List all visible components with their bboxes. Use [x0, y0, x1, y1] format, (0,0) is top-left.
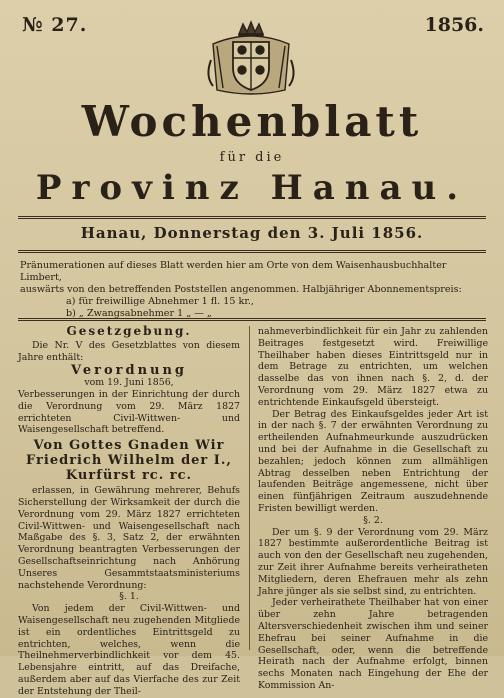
right-text-2: Der Betrag des Einkaufsgeldes jeder Art ist in der nach §. 7 der erwähnten Verordnung zu ertheilenden Aufnahmeurkunde auszudrücken und bei der Aufnahme in die Gesellschaft zu bezahlen; jedoch können zum allmähligen Abtrag desselben neben Entrichtung der laufenden Beiträge angemessene, nicht über einen fünfjährigen Zeitraum auszudehnende Fristen bewilligt werden.: [258, 408, 488, 514]
issue-number: № 27.: [22, 14, 88, 36]
paragraph-1-text: Von jedem der Civil-Wittwen- und Waisengesellschaft neu zugehenden Mitgliede ist ein ordentliches Eintrittsgeld zu entrichten, welches, wenn die Theilnehmerverbindlichkeit vor dem 45. Lebensjahre eintritt, auf das Dreifache, außerdem aber auf das Vierfache des zur Zeit der Entstehung der Theil-: [18, 603, 240, 697]
article-columns: [18, 324, 490, 697]
paragraph-1-heading: §. 1.: [119, 591, 139, 603]
right-column: [258, 326, 488, 691]
decree-body: erlassen, in Gewährung mehrerer, Behufs Sicherstellung der Wirksamkeit der durch die Verordnung vom 29. März 1827 errichteten Civil-Wittwen- und Waisengesellschaft nach Maßgabe des §. 3, Satz 2, der erwähnten Verordnung beantragten Verbesserungen der Gesellschaftseinrichtung nach Anhörung Unseres Gesammtstaatsministeriums nachstehende Verordnung:: [18, 485, 240, 591]
left-column: [18, 324, 240, 697]
column-divider: [249, 326, 250, 650]
section-heading: Gesetzgebung.: [66, 324, 192, 338]
newspaper-title: Wochenblatt: [81, 97, 423, 146]
paragraph-2-heading: §. 2.: [363, 514, 383, 526]
right-text-1: nahmeverbindlichkeit für ein Jahr zu zahlenden Beitrages festgesetzt wird. Freiwillige Theilhaber haben dieses Eintrittsgeld nur in dem Betrage zu entrichten, um welchen dasselbe das von ihnen nach §. 2, d. der Verordnung vom 29. März 1827 etwa zu entrichtende Einkaufsgeld übersteigt.: [258, 326, 488, 408]
masthead-divider-top: [18, 216, 486, 219]
coat-of-arms-icon: [203, 20, 299, 98]
subtitle-small: für die: [219, 150, 285, 165]
notice-divider: [18, 318, 486, 321]
issue-year: 1856.: [424, 14, 484, 36]
right-text-3: Der um §. 9 der Verordnung vom 29. März 1827 bestimmte außerordentliche Beitrag ist auch von den der Gesellschaft neu zugehenden, zur Zeit ihrer Aufnahme bereits verheiratheten Mitgliedern, deren Ehefrauen mehr als zehn Jahre jünger als sie selbst sind, zu entrichten.: [258, 526, 488, 597]
subscription-notice: [20, 260, 484, 320]
masthead-divider-bottom: [18, 250, 486, 253]
notice-line-2: auswärts von den betreffenden Poststellen angenommen. Halbjähriger Abonnementspreis:: [20, 284, 462, 295]
decree-description: Verbesserungen in der Einrichtung der durch die Verordnung vom 29. März 1827 errichteten Civil-Wittwen- und Waisengesellschaft betreffend.: [18, 388, 240, 436]
intro-text: Die Nr. V des Gesetzblattes von diesem Jahre enthält:: [18, 339, 240, 363]
decree-date: vom 19. Juni 1856,: [84, 377, 174, 389]
right-text-4: Jeder verheirathete Theilhaber hat von einer über zehn Jahre betragenden Altersverschiedenheit zwischen ihm und seiner Ehefrau bei seiner Aufnahme in die Gesellschaft, oder, wenn die betreffende Heirath nach der Aufnahme erfolgt, binnen sechs Monaten nach Eingehung der Ehe der Kommission An-: [258, 597, 488, 691]
notice-line-4: b) „ Zwangsabnehmer 1 „ — „: [66, 308, 212, 319]
subtitle-province: Provinz Hanau.: [35, 168, 469, 208]
notice-line-1: Pränumerationen auf dieses Blatt werden hier am Orte von dem Waisenhausbuchhalter Limbert,: [20, 260, 447, 283]
dateline: Hanau, Donnerstag den 3. Juli 1856.: [80, 224, 424, 242]
decree-heading: Verordnung: [70, 363, 188, 379]
notice-line-3: a) für freiwillige Abnehmer 1 fl. 15 kr.,: [66, 296, 254, 307]
sovereign-line: Von Gottes Gnaden Wir Friedrich Wilhelm der I., Kurfürst rc. rc.: [26, 438, 232, 484]
